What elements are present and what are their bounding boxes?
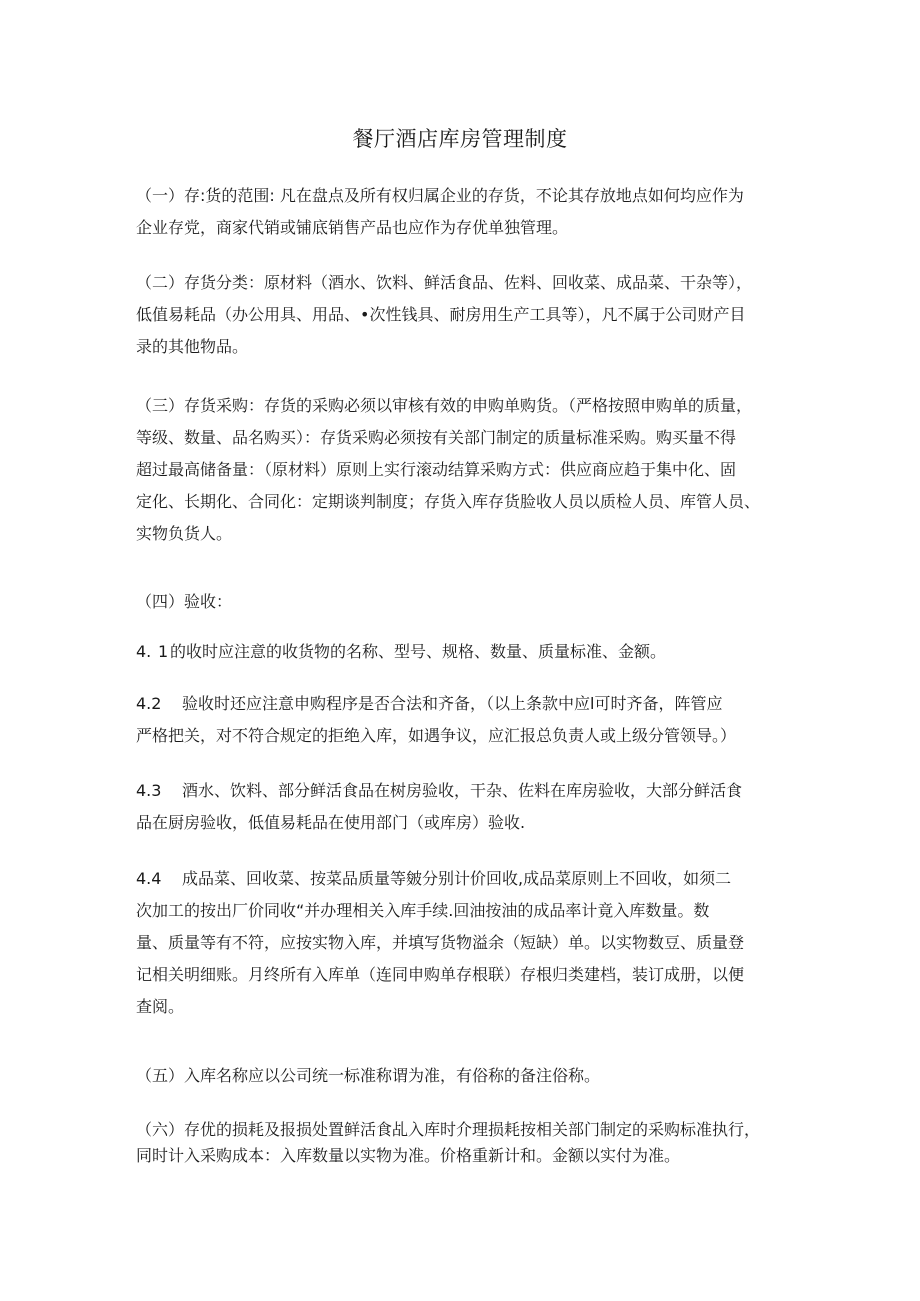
paragraph-line: 同时计入采购成本：入库数量以实物为准。价格重新计和。金额以实付为准。 [136, 1146, 681, 1165]
clause-text: 酒水、饮料、部分鲜活食品在树房验收，干杂、佐料在库房验收，大部分鲜活食 [182, 781, 743, 800]
clause-subnumber: 1 [158, 642, 169, 661]
clause-text: 成品菜、回收菜、按菜品质量等皴分别计价回收,成品菜原则上不回收，如须二 [182, 869, 732, 888]
clause-number: 4.3 [136, 781, 162, 800]
paragraph-line: （五）入库名称应以公司统一标准称谓为准，有俗称的备注俗称。 [136, 1066, 601, 1085]
clause-text: 记相关明细账。月终所有入库单（连同申购单存根联）存根归类建档，装订成册，以便 [136, 965, 745, 984]
paragraph-line: （三）存货采购：存货的采购必须以审核有效的申购单购货。（严格按照申购单的质量， [136, 396, 753, 415]
paragraph-line: 实物负货人。 [136, 524, 233, 543]
clause-4-2 [136, 688, 798, 752]
paragraph-line: 企业存党，商家代销或铺底销售产品也应作为存优单独管理。 [136, 218, 569, 237]
paragraph-line: （一）存:货的范围: 凡在盘点及所有权归属企业的存货，不论其存放地点如何均应作为 [136, 186, 744, 205]
paragraph-line: （六）存优的损耗及报损处置鲜活食乩入库时介理损耗按相关部门制定的采购标准执行， [136, 1120, 761, 1139]
clause-number: 4.2 [136, 694, 162, 713]
paragraph-line: 定化、长期化、合同化：定期谈判制度；存货入库存货脸收人员以质检人员、库管人员、 [136, 492, 761, 511]
paragraph-scope [136, 180, 798, 244]
clause-text: 次加工的按出厂价同收“并办理相关入库手续.回油按油的成品率计竟入库数量。数 [136, 901, 710, 920]
clause-text: 严格把关，对不符合规定的拒绝入库，如遇争议，应汇报总负责人或上级分管领导。） [136, 726, 737, 745]
clause-number: 4.4 [136, 869, 162, 888]
clause-4-3 [136, 775, 798, 839]
clause-text: 的收时应注意的收货物的名称、型号、规格、数量、质量标准、金额。 [170, 642, 667, 661]
paragraph-classification [136, 267, 798, 363]
paragraph-line: 低值易耗品（办公用具、用品、•次性钱具、耐房用生产工具等），凡不属于公司财产目 [136, 305, 746, 324]
document-title: 餐厅酒店库房管理制度 [352, 127, 568, 151]
clause-4-1 [136, 636, 798, 668]
paragraph-line: （二）存货分类：原材料（酒水、饮料、鲜活食品、佐料、回收菜、成品菜、干杂等）， [136, 273, 753, 292]
clause-text: 量、质量等有不符，应按实物入库，并填写货物溢余（短缺）单。以实物数豆、质量登 [136, 933, 745, 952]
paragraph-line: 录的其他物品。 [136, 337, 249, 356]
paragraph-loss [136, 1117, 798, 1169]
paragraph-naming [136, 1060, 798, 1092]
paragraph-acceptance-heading [136, 586, 798, 618]
clause-text: 验收时还应注意申购程序是否合法和齐备，（以上条款中应l可时齐备，阵管应 [182, 694, 723, 713]
clause-4-4 [136, 863, 798, 1023]
clause-text: 品在厨房验收，低值易耗品在使用部门（或库房）验收. [136, 813, 526, 832]
clause-text: 查阅。 [136, 997, 185, 1016]
paragraph-line: （四）验收： [136, 592, 233, 611]
clause-number: 4. [136, 642, 152, 661]
paragraph-line: 等级、数量、品名购买）：存货采购必须按有关部门制定的质量标准采购。购买量不得 [136, 428, 737, 447]
paragraph-purchasing [136, 390, 798, 550]
paragraph-line: 超过最高储备量：（原材料）原则上实行滚动结算采购方式：供应商应趋于集中化、固 [136, 460, 737, 479]
